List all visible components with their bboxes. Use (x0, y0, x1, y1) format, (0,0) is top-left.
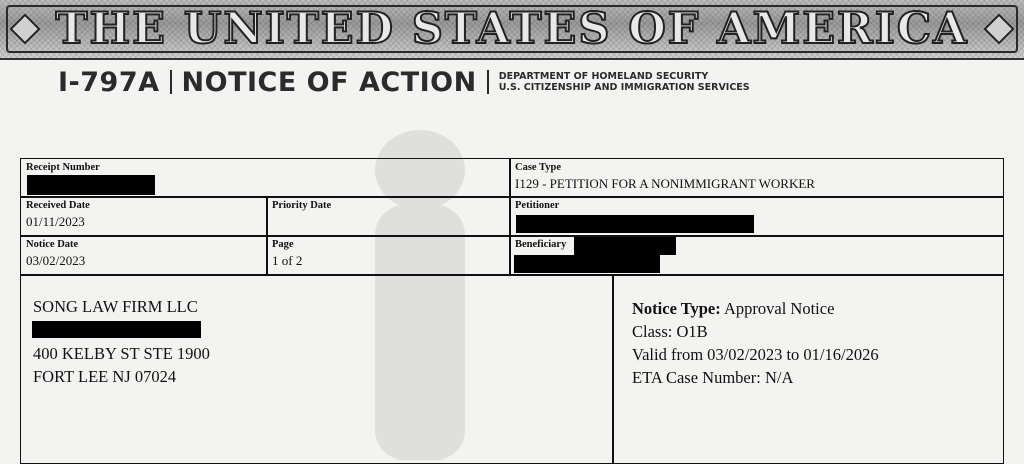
receipt-number-redaction (27, 175, 155, 195)
received-date-label: Received Date (26, 200, 90, 211)
priority-date-cell (266, 196, 511, 237)
heading-divider (170, 70, 172, 94)
agency-name (499, 71, 750, 93)
notice-type-value: Approval Notice (723, 299, 835, 318)
address-line-3: 400 KELBY ST STE 1900 (33, 344, 210, 363)
petitioner-cell (509, 196, 1004, 237)
receipt-number-label: Receipt Number (26, 162, 100, 173)
petitioner-redaction (516, 215, 754, 233)
heading-divider (487, 70, 489, 94)
case-type-label: Case Type (515, 162, 561, 173)
beneficiary-cell (509, 235, 1004, 276)
address-line-2-redaction (32, 321, 201, 338)
class-line: Class: O1B (632, 322, 708, 341)
banner-title: THE UNITED STATES OF AMERICA (55, 4, 969, 54)
beneficiary-redaction-2 (514, 255, 660, 273)
received-date-cell (20, 196, 268, 237)
received-date-value: 01/11/2023 (26, 214, 85, 229)
address-line-4: FORT LEE NJ 07024 (33, 367, 177, 386)
notice-date-cell (20, 235, 268, 276)
page-label: Page (272, 239, 294, 250)
form-title: NOTICE OF ACTION (181, 66, 477, 98)
form-number: I-797A (58, 66, 160, 98)
agency-line-2: U.S. CITIZENSHIP AND IMMIGRATION SERVICES (498, 82, 750, 93)
page-cell (266, 235, 511, 276)
header-banner (0, 0, 1024, 60)
agency-line-1: DEPARTMENT OF HOMELAND SECURITY (498, 71, 709, 82)
notice-type-label: Notice Type: (632, 299, 721, 318)
notice-date-label: Notice Date (26, 239, 79, 250)
beneficiary-redaction-1 (574, 237, 676, 255)
page-value: 1 of 2 (272, 253, 303, 268)
form-heading (58, 64, 750, 100)
case-type-cell (509, 158, 1004, 198)
receipt-number-cell (20, 158, 511, 198)
petitioner-label: Petitioner (515, 200, 560, 211)
case-type-value: I129 - PETITION FOR A NONIMMIGRANT WORKER (515, 176, 815, 191)
priority-date-label: Priority Date (272, 200, 332, 211)
notice-date-value: 03/02/2023 (26, 253, 86, 268)
beneficiary-label: Beneficiary (515, 239, 567, 250)
validity-line: Valid from 03/02/2023 to 01/16/2026 (632, 345, 879, 364)
notice-type-line (632, 299, 834, 319)
address-line-1: SONG LAW FIRM LLC (33, 297, 198, 316)
eta-case-number-line: ETA Case Number: N/A (632, 368, 794, 387)
